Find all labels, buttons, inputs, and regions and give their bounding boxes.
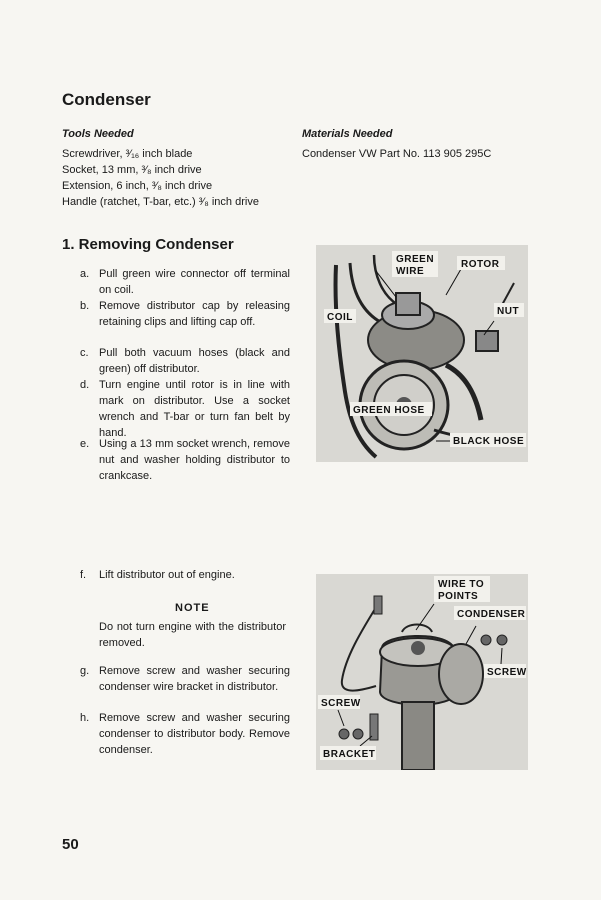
tools-list xyxy=(62,146,259,210)
label-screw-left: SCREW xyxy=(321,698,361,709)
note-text: Do not turn engine with the distributor removed. xyxy=(99,621,286,649)
label-bracket: BRACKET xyxy=(323,749,376,760)
label-green-hose: GREEN HOSE xyxy=(353,405,425,416)
label-coil: COIL xyxy=(327,312,353,323)
material-item: Condenser VW Part No. 113 905 295C xyxy=(302,148,492,160)
step-item xyxy=(80,567,290,583)
label-screw-right: SCREW xyxy=(487,667,527,678)
step-item xyxy=(80,298,290,330)
step-letter: a. xyxy=(80,268,90,280)
distributor-condenser-illustration xyxy=(316,574,528,770)
tool-item: Extension, 6 inch, ³⁄₈ inch drive xyxy=(62,180,213,192)
step-text: Remove distributor cap by releasing retaining clips and lifting cap off. xyxy=(99,300,290,328)
step-text: Lift distributor out of engine. xyxy=(99,569,235,581)
tool-item: Handle (ratchet, T-bar, etc.) ³⁄₈ inch drive xyxy=(62,196,259,208)
step-item xyxy=(80,266,290,298)
distributor-engine-illustration xyxy=(316,245,528,462)
step-text: Turn engine until rotor is in line with mark on distributor. Use a socket wrench and T-bar or turn fan belt by hand. xyxy=(99,379,290,439)
step-letter: c. xyxy=(80,347,89,359)
label-wire-to-points-2: POINTS xyxy=(438,591,479,602)
section-heading: 1. Removing Condenser xyxy=(62,236,234,253)
step-letter: f. xyxy=(80,569,87,581)
step-letter: e. xyxy=(80,438,90,450)
step-text: Pull both vacuum hoses (black and green) off distributor. xyxy=(99,347,290,375)
materials-heading: Materials Needed xyxy=(302,128,393,140)
label-nut: NUT xyxy=(497,306,520,317)
step-text: Using a 13 mm socket wrench, remove nut and washer holding distributor to crankcase. xyxy=(99,438,290,482)
tool-item: Socket, 13 mm, ³⁄₈ inch drive xyxy=(62,164,202,176)
step-letter: g. xyxy=(80,665,90,677)
page-number: 50 xyxy=(62,836,79,853)
step-letter: d. xyxy=(80,379,90,391)
label-rotor: ROTOR xyxy=(461,259,500,270)
label-condenser: CONDENSER xyxy=(457,609,526,620)
page-title: Condenser xyxy=(62,90,151,109)
label-black-hose: BLACK HOSE xyxy=(453,436,525,447)
step-item xyxy=(80,377,290,441)
step-item xyxy=(80,710,290,758)
label-wire-to-points-1: WIRE TO xyxy=(438,579,485,590)
step-text: Remove screw and washer securing condenser wire bracket in distributor. xyxy=(99,665,290,693)
step-letter: b. xyxy=(80,300,90,312)
step-item xyxy=(80,345,290,377)
step-item xyxy=(80,436,290,484)
label-green-wire-1: GREEN xyxy=(396,254,435,265)
step-letter: h. xyxy=(80,712,90,724)
tools-heading: Tools Needed xyxy=(62,128,134,140)
step-text: Pull green wire connector off terminal on coil. xyxy=(99,268,290,296)
figure-distributor-removed xyxy=(316,574,528,770)
step-item xyxy=(80,663,290,695)
figure-distributor-installed xyxy=(316,245,528,462)
label-green-wire-2: WIRE xyxy=(396,266,425,277)
step-text: Remove screw and washer securing condenser to distributor body. Remove condenser. xyxy=(99,712,290,756)
note-heading: NOTE xyxy=(175,602,210,614)
tool-item: Screwdriver, ³⁄₁₆ inch blade xyxy=(62,148,193,160)
